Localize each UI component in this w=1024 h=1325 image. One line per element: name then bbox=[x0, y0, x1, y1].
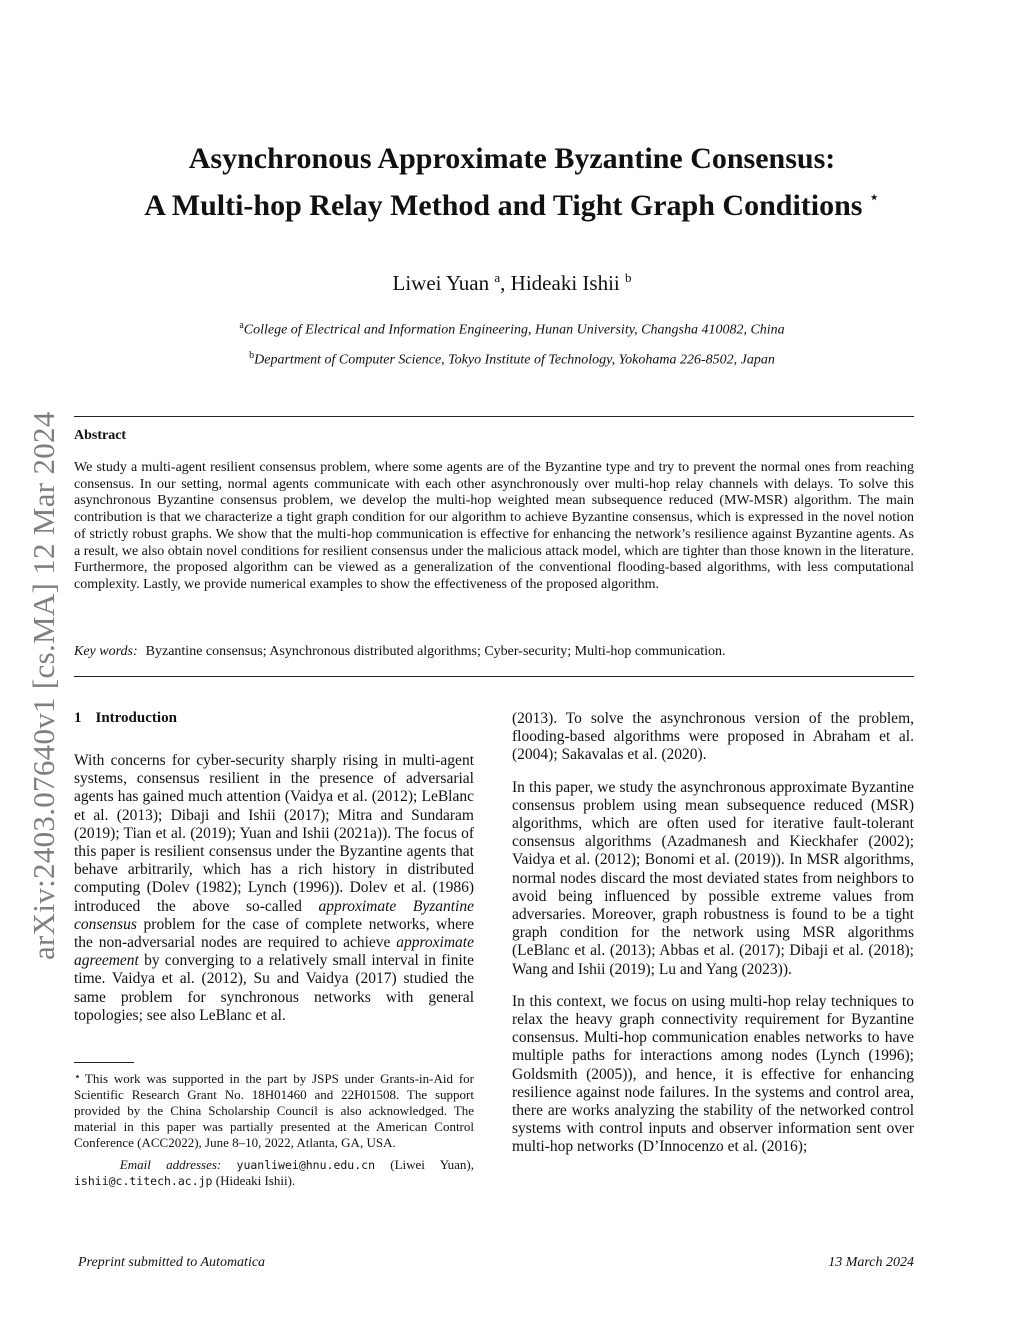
keywords-label: Key words: bbox=[74, 644, 138, 659]
intro-p1-part-a: With concerns for cyber-security sharply rising in multi-agent systems, consensus resilient in the presence of adversarial agents has gained much attention (Vaidya et al. (2012); LeBlanc et al. (2013); Dibaji and Ishii (2017); Mitra and Sundaram (2019); Tian et al. (2019); Yuan and Ishii (2021a)). The focus of this paper is resilient consensus under the Byzantine agents that behave arbitrarily, which has a rich history in distributed computing (Dolev (1982); Lynch (1996)). Dolev et al. (1986) introduced the above so-called bbox=[74, 752, 474, 915]
section-title: Introduction bbox=[95, 710, 177, 726]
affiliation-b-text: Department of Computer Science, Tokyo Institute of Technology, Yokohama 226-8502, Japan bbox=[254, 352, 775, 368]
footnote-funding bbox=[74, 1069, 474, 1151]
intro-paragraph-1 bbox=[74, 752, 474, 1025]
footnote bbox=[74, 1069, 474, 1195]
right-paragraph-1: (2013). To solve the asynchronous version of the problem, flooding-based algorithms were proposed in Abraham et al. (2004); Sakavalas et al. (2020). bbox=[512, 710, 914, 764]
affiliation-a bbox=[80, 320, 944, 339]
right-paragraph-3: In this context, we focus on using multi-hop relay techniques to relax the heavy graph connectivity requirement for Byzantine consensus. Multi-hop communication enables networks to have multiple paths for interactions among nodes (Lynch (1996); Goldsmith (2005)), and hence, it is effective for enhancing resilience against node failures. In the systems and control area, there are works analyzing the stability of the networked control systems with control inputs and observer information sent over multi-hop networks (D’Innocenzo et al. (2016); bbox=[512, 992, 914, 1156]
affiliation-a-mark: a bbox=[239, 320, 244, 331]
footer-date: 13 March 2024 bbox=[828, 1255, 914, 1270]
author-1: Liwei Yuan bbox=[392, 271, 490, 295]
footnote-rule bbox=[74, 1062, 134, 1063]
author-2-affil-mark: b bbox=[624, 270, 632, 285]
author-1-affil-mark: a bbox=[494, 270, 501, 285]
authors bbox=[80, 270, 944, 296]
abstract-bottom-rule bbox=[74, 676, 914, 677]
keywords bbox=[74, 644, 914, 660]
right-column bbox=[512, 710, 914, 1171]
title-star-icon: ⋆ bbox=[868, 187, 880, 207]
email-link-yuan[interactable]: yuanliwei@hnu.edu.cn bbox=[236, 1158, 375, 1172]
affiliation-b bbox=[80, 350, 944, 369]
author-2: Hideaki Ishii bbox=[510, 271, 620, 295]
author-separator: , bbox=[500, 271, 511, 295]
intro-p1-part-c: by converging to a relatively small interval in finite time. Vaidya et al. (2012), Su and Vaidya (2017) studied the same problem for synchronous networks with general topologies; see also LeBlanc et al. bbox=[74, 952, 474, 1024]
paper-title bbox=[80, 140, 944, 225]
title-line-2 bbox=[80, 178, 944, 225]
email-name-ishii: (Hideaki Ishii). bbox=[212, 1173, 296, 1188]
title-line-2-text: A Multi-hop Relay Method and Tight Graph Conditions bbox=[144, 189, 863, 222]
section-heading-introduction bbox=[74, 710, 177, 727]
intro-p1-emphasis-1: approximate Byzantine consensus bbox=[74, 897, 474, 933]
email-name-yuan: (Liwei Yuan), bbox=[375, 1157, 474, 1172]
email-label: Email addresses: bbox=[119, 1157, 222, 1172]
email-link-ishii[interactable]: ishii@c.titech.ac.jp bbox=[74, 1174, 213, 1188]
footnote-star-icon: ⋆ bbox=[74, 1071, 81, 1083]
left-column bbox=[74, 752, 474, 1039]
keywords-text: Byzantine consensus; Asynchronous distributed algorithms; Cyber-security; Multi-hop communication. bbox=[145, 644, 726, 659]
abstract-text: We study a multi-agent resilient consensus problem, where some agents are of the Byzantine type and try to prevent the normal ones from reaching consensus. In our setting, normal agents communicate with each other asynchronously over multi-hop relay channels with delays. To solve this asynchronous Byzantine consensus problem, we develop the multi-hop weighted mean subsequence reduced (MW-MSR) algorithm. The main contribution is that we characterize a tight graph condition for our algorithm to achieve Byzantine consensus, which is expressed in the novel notion of strictly robust graphs. We show that the multi-hop communication is effective for enhancing the network’s resilience against Byzantine agents. As a result, we also obtain novel conditions for resilient consensus under the malicious attack model, which are tighter than those known in the literature. Furthermore, the proposed algorithm can be viewed as a generalization of the conventional flooding-based algorithms, with less computational complexity. Lastly, we provide numerical examples to show the effectiveness of the proposed algorithm. bbox=[74, 460, 914, 592]
footer-preprint: Preprint submitted to Automatica bbox=[78, 1255, 266, 1270]
footnote-emails bbox=[74, 1157, 474, 1189]
intro-p1-part-b: problem for the case of complete networks, where the non-adversarial nodes are required to achieve bbox=[74, 915, 474, 952]
abstract-top-rule bbox=[74, 416, 914, 417]
title-line-1: Asynchronous Approximate Byzantine Consensus: bbox=[188, 142, 836, 175]
section-number: 1 bbox=[74, 710, 82, 726]
arxiv-stamp: arXiv:2403.07640v1 [cs.MA] 12 Mar 2024 bbox=[26, 411, 61, 960]
affiliation-b-mark: b bbox=[249, 350, 255, 361]
right-paragraph-2: In this paper, we study the asynchronous approximate Byzantine consensus problem using mean subsequence reduced (MSR) algorithms, which are often used for iterative fault-tolerant consensus algorithms (Azadmanesh and Kieckhafer (2002); Vaidya et al. (2012); Bonomi et al. (2019)). In MSR algorithms, normal nodes discard the most deviated states from neighbors to avoid being influenced by possible extreme values from adversaries. Moreover, graph robustness is found to be a tight graph condition for the network using MSR algorithms (LeBlanc et al. (2013); Abbas et al. (2017); Dibaji et al. (2018); Wang and Ishii (2019); Lu and Yang (2023)). bbox=[512, 778, 914, 978]
abstract-heading: Abstract bbox=[74, 428, 127, 443]
footnote-funding-text: This work was supported in the part by JSPS under Grants-in-Aid for Scientific Research Grant No. 18H01460 and 22H01508. The support provided by the China Scholarship Council is also acknowledged. The material in this paper was partially presented at the American Control Conference (ACC2022), June 8–10, 2022, Atlanta, GA, USA. bbox=[74, 1071, 474, 1150]
affiliation-a-text: College of Electrical and Information Engineering, Hunan University, Changsha 410082, China bbox=[243, 322, 785, 338]
intro-p1-emphasis-2: approximate agreement bbox=[74, 934, 474, 970]
